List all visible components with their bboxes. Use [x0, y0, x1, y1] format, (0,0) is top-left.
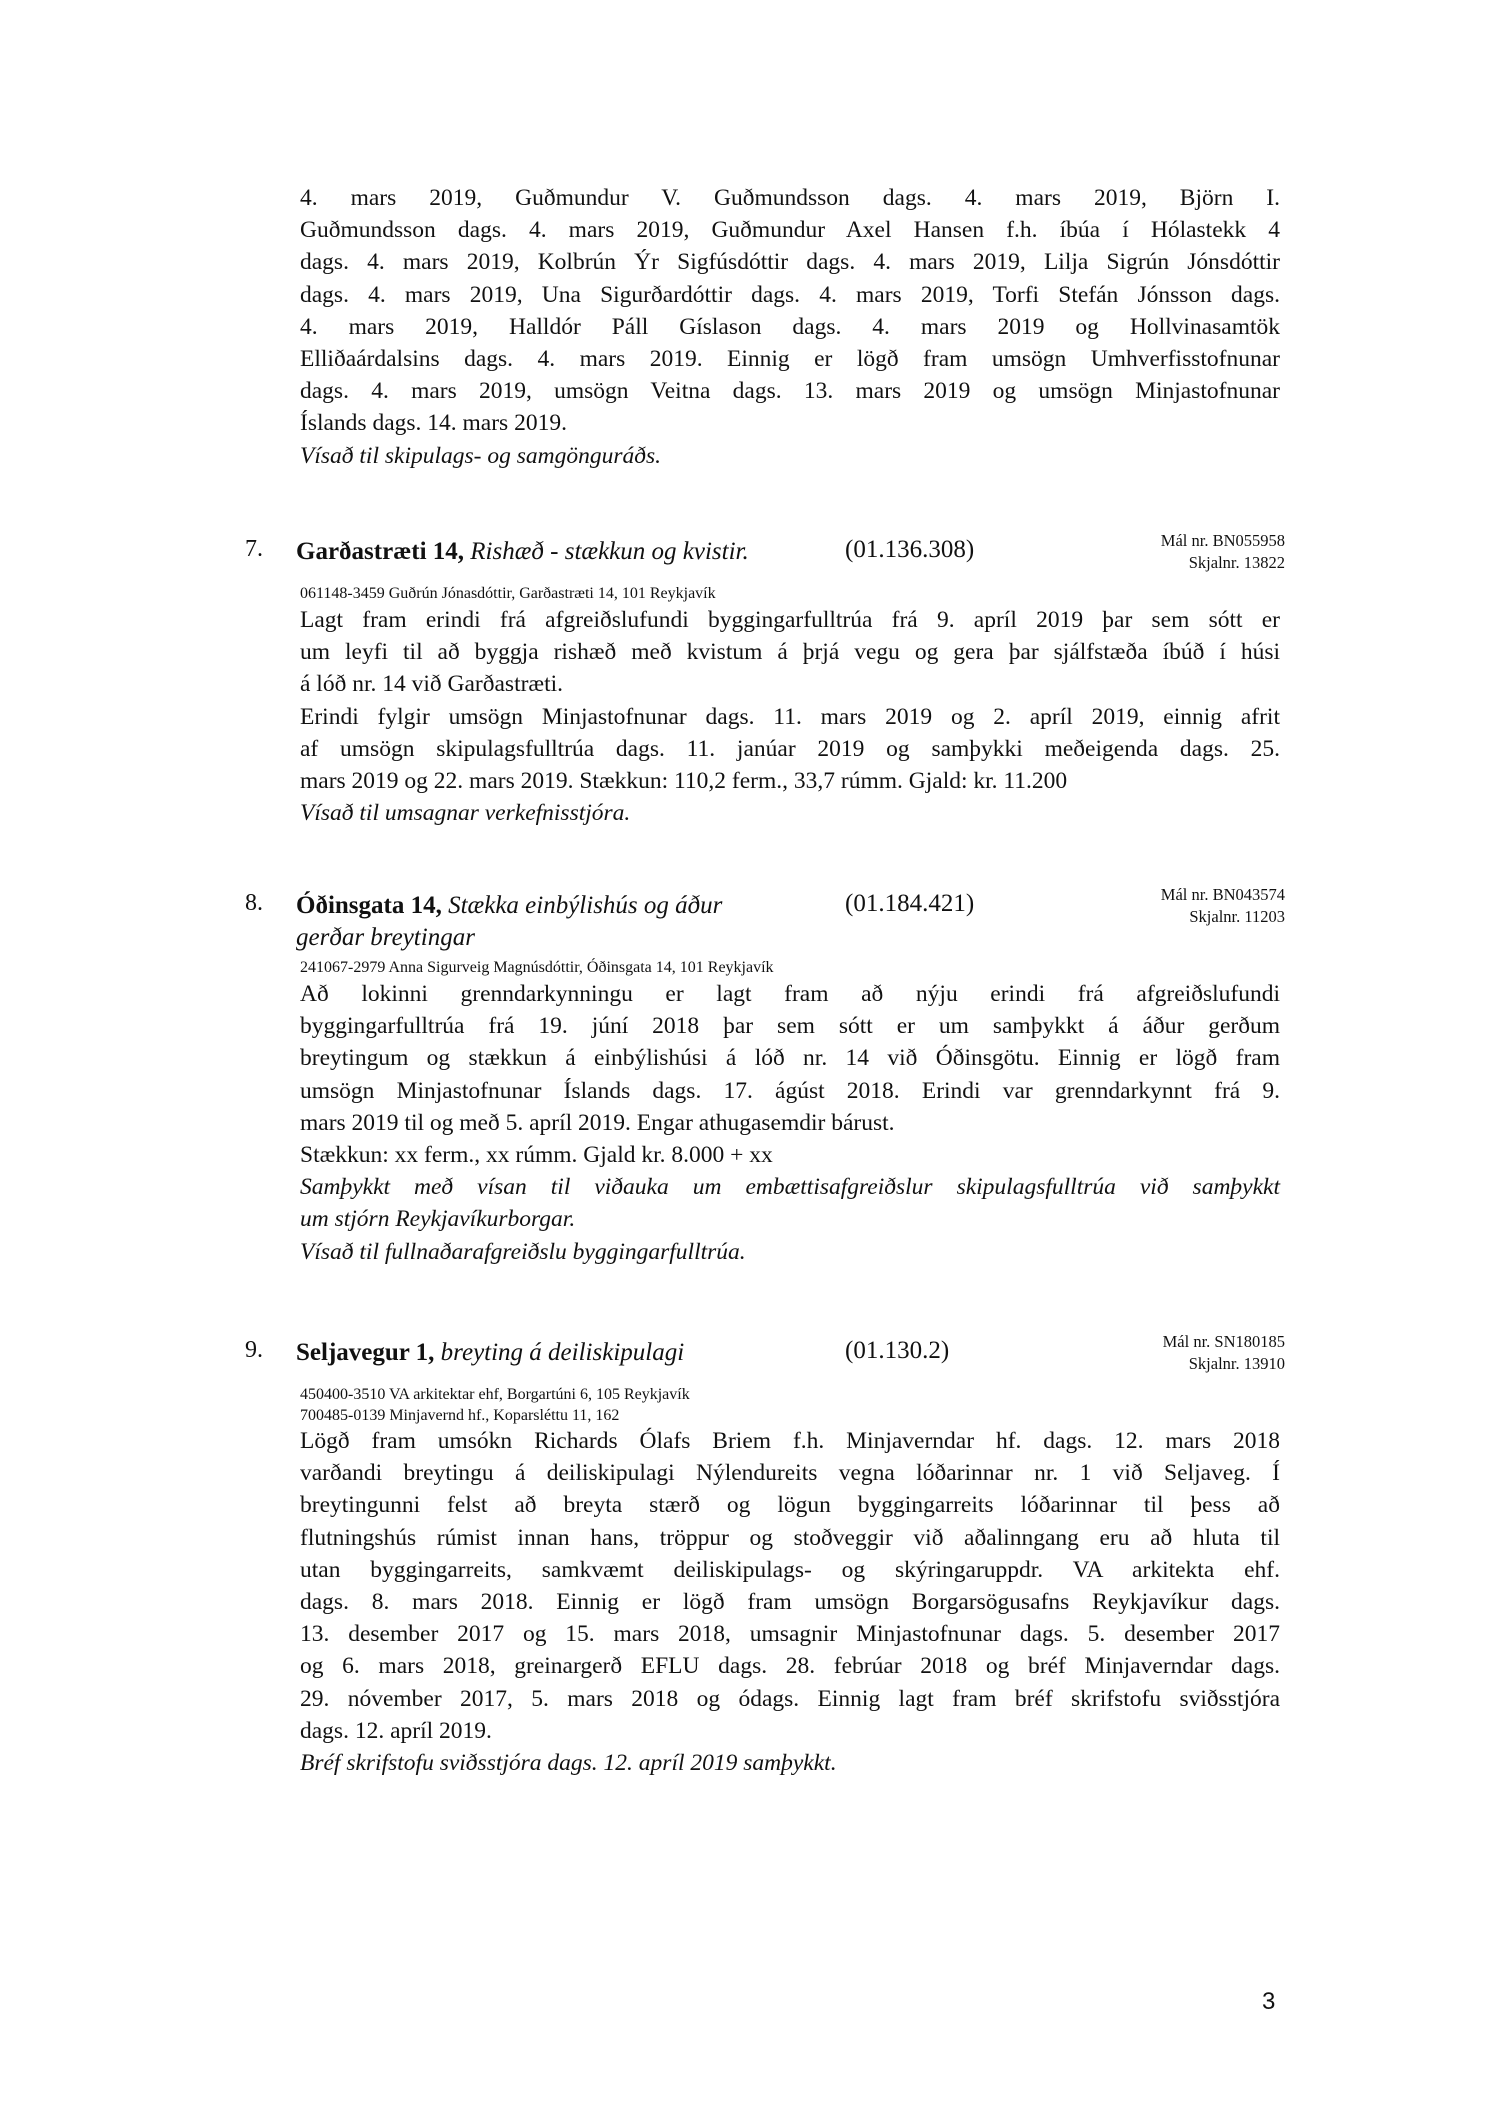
case-number: Mál nr. SN180185 — [1162, 1332, 1285, 1351]
item-subtitle: Stækka einbýlishús og áður gerðar breytingar — [296, 892, 723, 951]
item-decision: Bréf skrifstofu sviðsstjóra dags. 12. apríl 2019 samþykkt. — [300, 1750, 837, 1777]
intro-line: 4. mars 2019, Guðmundur V. Guðmundsson dags. 4. mars 2019, Björn I. — [300, 185, 1280, 211]
intro-line: dags. 4. mars 2019, Una Sigurðardóttir dags. 4. mars 2019, Torfi Stefán Jónsson dags. — [300, 281, 1280, 308]
document-number: Skjalnr. 13822 — [1188, 553, 1285, 572]
item-decision: Vísað til umsagnar verkefnisstjóra. — [300, 800, 631, 827]
item-case-info — [1161, 884, 1285, 928]
item-street: Óðinsgata 14, — [296, 892, 442, 919]
applicant: 450400-3510 VA arkitektar ehf, Borgartúni 6, 105 Reykjavík — [300, 1386, 690, 1403]
intro-line: dags. 4. mars 2019, Kolbrún Ýr Sigfúsdóttir dags. 4. mars 2019, Lilja Sigrún Jónsdóttir — [300, 249, 1280, 276]
document-number: Skjalnr. 11203 — [1189, 907, 1285, 926]
body-line: utan byggingarreits, samkvæmt deiliskipulags- og skýringaruppdr. VA arkitekta ehf. — [300, 1556, 1280, 1583]
case-number: Mál nr. BN043574 — [1160, 885, 1285, 904]
body-line: breytingunni felst að breyta stærð og lögun byggingarreits lóðarinnar til þess að — [300, 1492, 1280, 1519]
body-line: byggingarfulltrúa frá 19. júní 2018 þar sem sótt er um samþykkt á áður gerðum — [300, 1013, 1280, 1040]
applicant: 700485-0139 Minjavernd hf., Koparsléttu 11, 162 — [300, 1407, 620, 1424]
intro-line: 4. mars 2019, Halldór Páll Gíslason dags. 4. mars 2019 og Hollvinasamtök — [300, 313, 1280, 340]
item-8-header — [245, 885, 1285, 954]
item-case-info — [1163, 1331, 1285, 1375]
item-street: Seljavegur 1, — [296, 1339, 435, 1366]
intro-line: Íslands dags. 14. mars 2019. — [300, 410, 567, 437]
item-land-code: (01.136.308) — [845, 536, 975, 563]
applicant: 241067-2979 Anna Sigurveig Magnúsdóttir, Óðinsgata 14, 101 Reykjavík — [300, 959, 774, 976]
intro-line: Guðmundsson dags. 4. mars 2019, Guðmundur Axel Hansen f.h. íbúa í Hólastekk 4 — [300, 217, 1280, 244]
item-7-body — [300, 604, 1280, 829]
body-line: Erindi fylgir umsögn Minjastofnunar dags. 11. mars 2019 og 2. apríl 2019, einnig afrit — [300, 703, 1280, 730]
body-line: 13. desember 2017 og 15. mars 2018, umsagnir Minjastofnunar dags. 5. desember 2017 — [300, 1621, 1280, 1648]
body-line: mars 2019 og 22. mars 2019. Stækkun: 110,2 ferm., 33,7 rúmm. Gjald: kr. 11.200 — [300, 768, 1068, 795]
item-decision: um stjórn Reykjavíkurborgar. — [300, 1206, 576, 1233]
body-line: Lagt fram erindi frá afgreiðslufundi byggingarfulltrúa frá 9. apríl 2019 þar sem sótt er — [300, 607, 1280, 633]
body-line: flutningshús rúmist innan hans, tröppur og stoðveggir við aðalinngang eru að hluta til — [300, 1524, 1280, 1551]
intro-line: dags. 4. mars 2019, umsögn Veitna dags. 13. mars 2019 og umsögn Minjastofnunar — [300, 378, 1280, 405]
item-land-code: (01.130.2) — [845, 1337, 950, 1364]
intro-decision: Vísað til skipulags- og samgönguráðs. — [300, 442, 662, 469]
body-line: breytingum og stækkun á einbýlishúsi á lóð nr. 14 við Óðinsgötu. Einnig er lögð fram — [300, 1045, 1280, 1072]
item-number: 8. — [245, 890, 263, 916]
body-line: varðandi breytingu á deiliskipulagi Nýlendureits vegna lóðarinnar nr. 1 við Seljaveg. Í — [300, 1460, 1280, 1487]
item-land-code: (01.184.421) — [845, 890, 975, 917]
item-street: Garðastræti 14, — [296, 538, 465, 565]
body-line: umsögn Minjastofnunar Íslands dags. 17. ágúst 2018. Erindi var grenndarkynnt frá 9. — [300, 1077, 1280, 1104]
applicant: 061148-3459 Guðrún Jónasdóttir, Garðastræti 14, 101 Reykjavík — [300, 585, 716, 602]
page-number: 3 — [1262, 1988, 1276, 2015]
item-8-applicants — [300, 957, 774, 978]
intro-line: Elliðaárdalsins dags. 4. mars 2019. Einnig er lögð fram umsögn Umhverfisstofnunar — [300, 346, 1280, 373]
body-line: af umsögn skipulagsfulltrúa dags. 11. janúar 2019 og samþykki meðeigenda dags. 25. — [300, 735, 1280, 762]
item-case-info — [1161, 530, 1285, 574]
body-line: dags. 8. mars 2018. Einnig er lögð fram umsögn Borgarsögusafns Reykjavíkur dags. — [300, 1589, 1280, 1616]
body-line: 29. nóvember 2017, 5. mars 2018 og ódags. Einnig lagt fram bréf skrifstofu sviðsstjóra — [300, 1685, 1280, 1712]
body-line: Stækkun: xx ferm., xx rúmm. Gjald kr. 8.000 + xx — [300, 1142, 773, 1169]
body-line: dags. 12. apríl 2019. — [300, 1717, 492, 1744]
body-line: og 6. mars 2018, greinargerð EFLU dags. 28. febrúar 2018 og bréf Minjaverndar dags. — [300, 1653, 1280, 1680]
item-9-body — [300, 1425, 1280, 1779]
body-line: um leyfi til að byggja rishæð með kvistum á þrjá vegu og gera þar sjálfstæða íbúð í húsi — [300, 639, 1280, 666]
item-number: 7. — [245, 536, 263, 562]
item-subtitle: breyting á deiliskipulagi — [440, 1339, 685, 1366]
intro-paragraph — [300, 182, 1280, 472]
item-7-applicants — [300, 583, 716, 604]
body-line: mars 2019 til og með 5. apríl 2019. Engar athugasemdir bárust. — [300, 1109, 895, 1136]
item-title — [296, 536, 796, 568]
case-number: Mál nr. BN055958 — [1160, 531, 1285, 550]
item-9-applicants — [300, 1384, 690, 1426]
item-8-body — [300, 978, 1280, 1268]
item-title — [296, 1337, 796, 1369]
item-number: 9. — [245, 1337, 263, 1363]
body-line: Að lokinni grenndarkynningu er lagt fram að nýju erindi frá afgreiðslufundi — [300, 981, 1280, 1007]
item-title — [296, 890, 766, 954]
item-subtitle: Rishæð - stækkun og kvistir. — [470, 538, 749, 565]
body-line: á lóð nr. 14 við Garðastræti. — [300, 671, 564, 698]
item-decision: Vísað til fullnaðarafgreiðslu byggingarfulltrúa. — [300, 1238, 746, 1265]
item-decision: Samþykkt með vísan til viðauka um embættisafgreiðslur skipulagsfulltrúa við samþykkt — [300, 1174, 1280, 1201]
body-line: Lögð fram umsókn Richards Ólafs Briem f.h. Minjaverndar hf. dags. 12. mars 2018 — [300, 1428, 1280, 1454]
document-number: Skjalnr. 13910 — [1188, 1354, 1285, 1373]
